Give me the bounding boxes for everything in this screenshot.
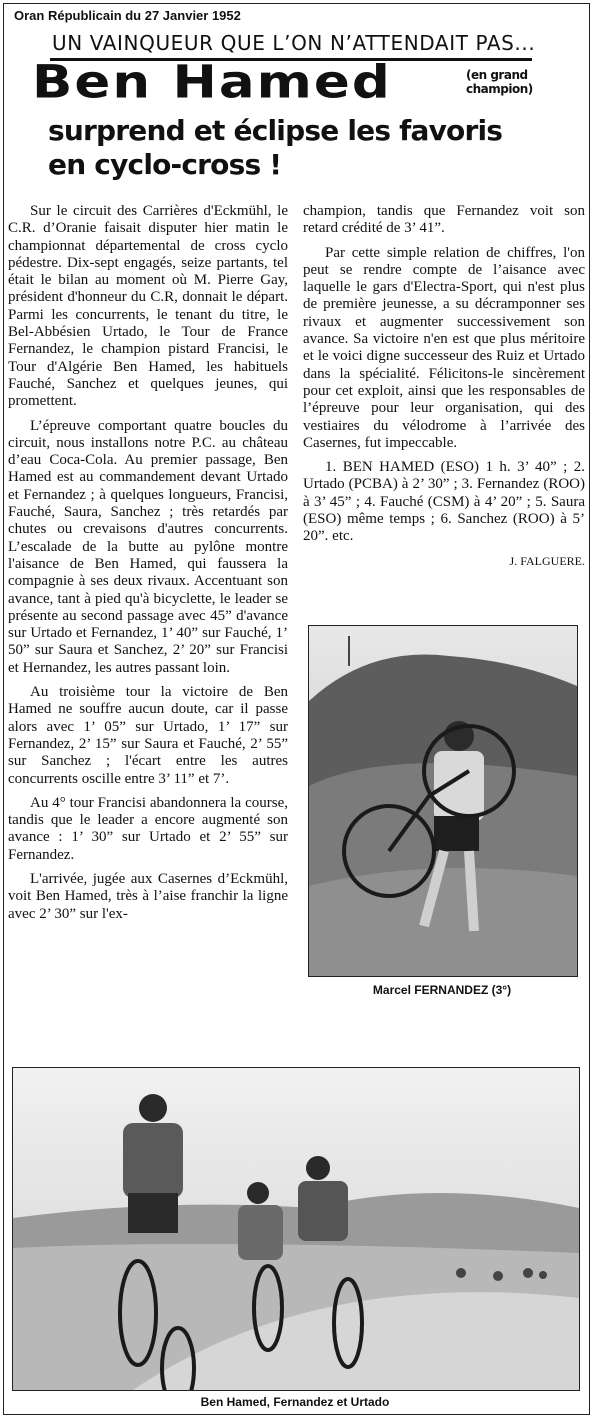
paragraph: Au troisième tour la victoire de Ben Hamed ne souffre aucun doute, car il passe alors avec 1’ 05” sur Urtado, 1’ 17” sur Fernandez, 2’ 15” sur Saura et Fauché, 2’ 55” sur Sanchez ; l'écart entre les autres concurrents oscille entre 3’ 11” et 7’. — [8, 684, 288, 787]
source-line: Oran Républicain du 27 Janvier 1952 — [14, 8, 241, 23]
paragraph: Par cette simple relation de chiffres, l'on peut se rendre compte de l’aisance avec laquelle le gars d'Electra-Sport, qui n'est plus de première jeunesse, a su décramponner ses rivaux et augmenter successivement son avance. Sa victoire n'en est que plus méritoire et le voici digne successeur des Ruiz et Urtado dans la spécialité. Félicitons-le sincèrement pour cet exploit, ainsi que les responsables de l’épreuve pour leur organisation, qui des vestiaires du vélodrome à l’arrivée des Casernes, fut impeccable. — [303, 244, 585, 451]
headline-name: Ben Hamed — [32, 56, 392, 109]
paragraph: L’épreuve comportant quatre boucles du circuit, nous installons notre P.C. au château d’eau Coca-Cola. Au premier passage, Ben Hamed est au commandement devant Urtado et Fernandez ; à quelques longueurs, Francisi, Fauché, Saura, Sanchez ; très retardés par chutes ou crevaisons d'autres concurrents. L’escalade de la butte au pylône montre l'aisance de Ben Hamed, qui faussera la compagnie à ses deux rivaux. Accentuant son avance, tant à pied qu'à bicyclette, le leader se présente au second passage avec 45” d'avance sur Urtado et Fernandez, 1’ 40” sur Fauché, 1’ 50” sur Saura et Sanchez, 2’ 20” sur Francisi et Hernandez, les autres passant loin. — [8, 417, 288, 676]
paragraph: L'arrivée, jugée aux Casernes d’Eckmühl, voit Ben Hamed, très à l’aise franchir la ligne avec 2’ 30” sur l'ex- — [8, 870, 288, 922]
article-column-left — [8, 203, 288, 930]
photo-three-riders — [12, 1067, 580, 1391]
paragraph-continuation: champion, tandis que Fernandez voit son retard crédité de 3’ 41”. — [303, 203, 585, 237]
photo1-caption: Marcel FERNANDEZ (3°) — [372, 983, 512, 997]
headline-aside: (en grand champion) — [466, 68, 533, 96]
photo2-caption: Ben Hamed, Fernandez et Urtado — [200, 1395, 390, 1409]
headline-subtitle: surprend et éclipse les favoris en cyclo-cross ! — [48, 114, 503, 181]
byline: J. FALGUERE. — [509, 553, 585, 568]
photo-cyclist-carrying-bike — [308, 625, 578, 977]
paragraph: Au 4° tour Francisi abandonnera la course, tandis que le leader a encore augmenté son avance : 1’ 30” sur Urtado et 2’ 55” sur Fernandez. — [8, 794, 288, 863]
results-paragraph: 1. BEN HAMED (ESO) 1 h. 3’ 40” ; 2. Urtado (PCBA) à 2’ 30” ; 3. Fernandez (ROO) à 3’ 45” ; 4. Fauché (CSM) à 4’ 20” ; 5. Saura (ESO) même temps ; 6. Sanchez (ROO) à 5’ 20”. etc. — [303, 459, 585, 545]
kicker-headline: UN VAINQUEUR QUE L’ON N’ATTENDAIT PAS... — [52, 31, 536, 55]
paragraph: Sur le circuit des Carrières d'Eckmühl, le C.R. d’Oranie faisait disputer hier matin le championnat départemental de cross cyclo pédestre. Dix-sept engagés, seize partants, tel était le bilan au moment où M. Pierre Gay, président d'honneur du C.R, donnait le départ. Parmi les concurrents, le tenant du titre, le Bel-Abbésien Urtado, le Tour de France Fernandez, le champion pistard Francisi, le Tour d'Algérie Ben Hamed, les habituels Fauché, Sanchez et quelques jeunes, qui promettent. — [8, 203, 288, 410]
article-column-right — [303, 203, 585, 577]
